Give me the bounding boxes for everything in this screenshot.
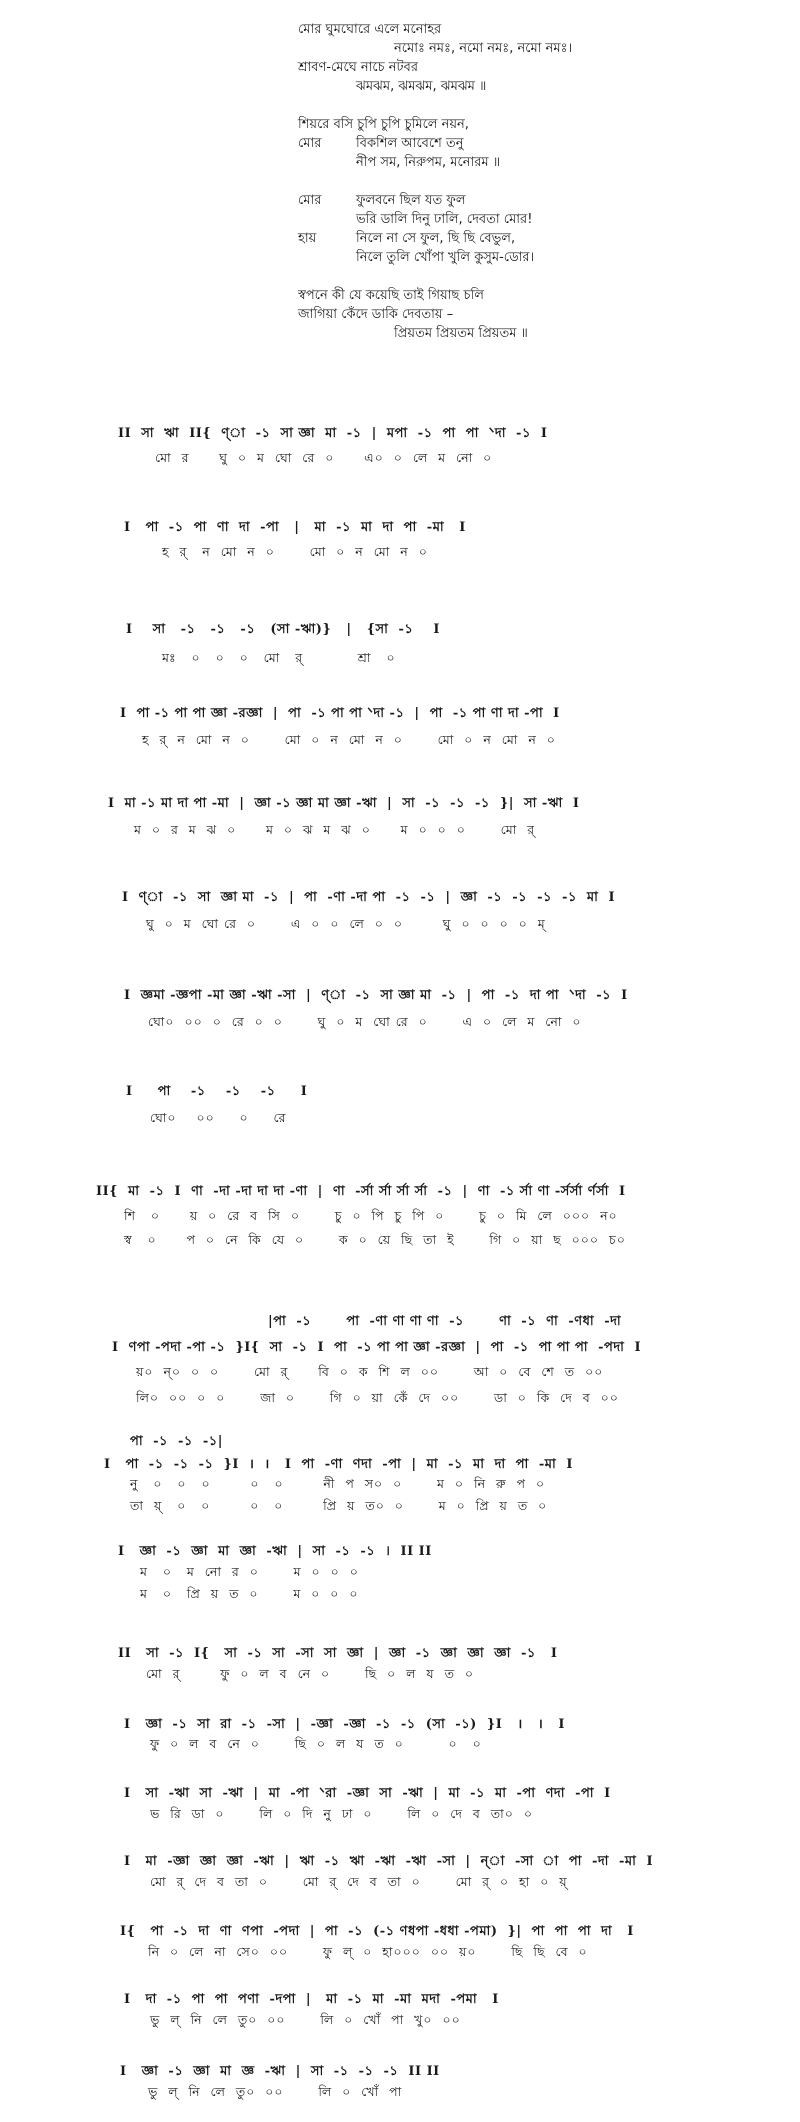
lyric-line-text: নীপ সম, নিরুপম, মনোরম ॥ — [356, 155, 501, 170]
swara-row: I জ্ঞা -১ জ্ঞা মা জ্ঞা -ঋা | সা -১ -১ । II II — [118, 1544, 432, 1559]
lyric-line-lead: মোর — [298, 193, 322, 208]
swara-row: I সা -ঋা সা -ঋা | মা -পা ᐠরা -জ্ঞা সা -ঋা | মা -১ মা -পা ণদা -পা I — [124, 1786, 611, 1801]
lyric-line — [298, 134, 718, 153]
lyric-line — [298, 115, 718, 134]
lyric-line-text: জাগিয়া কেঁদে ডাকি দেবতায় – — [298, 307, 454, 322]
lyric-row: ম ০ র ম ঝ ০ ম ০ ঝ ম ঝ ০ ম ০ ০ ০ মো র্ — [134, 822, 536, 837]
lyric-row: য়০ ন্০ ০ ০ মো র্ বি ০ ক শি ল ০০ আ ০ বে শে ত ০০ — [136, 1364, 604, 1379]
lyric-line-text: শিয়রে বসি চুপি চুপি চুমিলে নয়ন, — [298, 117, 469, 132]
lyric-line — [298, 324, 718, 343]
swara-row: I জ্ঞা -১ সা রা -১ -সা | -জ্ঞা -জ্ঞা -১ -১ (সা -১) }I । । I — [124, 1717, 565, 1732]
lyric-row: ভু ল্ নি লে তু০ ০০ লি ০ খোঁ পা — [148, 2084, 403, 2099]
lyric-row: ম ০ প্রি য় ত ০ ম ০ ০ ০ — [140, 1586, 359, 1601]
lyric-line-text: ফুলবনে ছিল যত ফুল — [356, 193, 466, 208]
lyric-row: স্ব ০ প ০ নে কি যে ০ ক ০ য়ে ছি তা ই গি ০ য়া ছ ০০০ চ০ — [124, 1232, 626, 1247]
lyric-row: ম ০ ম নো র ০ ম ০ ০ ০ — [140, 1564, 359, 1579]
lyric-stanza — [298, 20, 718, 96]
lyric-line — [298, 58, 718, 77]
lyric-row: মো র্ ফু ০ ল ব নে ০ ছি ০ ল য ত ০ — [146, 1666, 475, 1681]
lyric-line — [298, 20, 718, 39]
lyrics-block — [298, 20, 718, 362]
lyric-line-text: শ্রাবণ-মেঘে নাচে নটবর — [298, 60, 419, 75]
swara-row: I ণপা -পদা -পা -১ }I{ সা -১ I পা -১ পা পা জ্ঞা -রজ্ঞা | পা -১ পা পা পা -পদা I — [112, 1340, 642, 1355]
lyric-line — [298, 305, 718, 324]
swara-row: I জ্ঞা -১ জ্ঞা মা জ্ঞ -ঋা | সা -১ -১ -১ II II — [120, 2064, 440, 2079]
lyric-row: লি০ ০০ ০ ০ জা ০ গি ০ য়া কেঁ দে ০০ ডা ০ কি দে ব ০০ — [136, 1390, 619, 1405]
lyric-row: নি ০ লে না সে০ ০০ ফু ল্ ০ হা০০০ ০০ য়০ ছি ছি বে ০ — [148, 1944, 588, 1959]
lyric-line-text: নিলে তুলি খোঁপা খুলি কুসুম-ডোর। — [356, 250, 535, 265]
swara-row: II সা -১ I{ সা -১ সা -সা সা জ্ঞা | জ্ঞা -১ জ্ঞা জ্ঞা জ্ঞা -১ I — [118, 1646, 558, 1661]
lyric-row: তা য়্ ০ ০ ০ ০ প্রি য় ত০ ০ ম ০ প্রি য় ত ০ — [130, 1498, 548, 1513]
swara-row: I দা -১ পা পা পণা -দপা | মা -১ মা -মা মদা -পমা I — [124, 1992, 499, 2007]
swara-row: I পা -১ -১ -১ }I । । I পা -ণা ণদা -পা | মা -১ মা দা পা -মা I — [104, 1457, 573, 1472]
lyric-stanza — [298, 115, 718, 172]
lyric-line — [298, 210, 718, 229]
swara-row: I মা -১ মা দা পা -মা | জ্ঞা -১ জ্ঞা মা জ্ঞা -ঋা | সা -১ -১ -১ }| সা -ঋা I — [108, 796, 580, 811]
swara-row: I পা -১ -১ -১ I — [126, 1084, 308, 1099]
swara-row: পা -১ -১ -১| — [130, 1434, 223, 1449]
lyric-line — [298, 248, 718, 267]
swara-row: II সা ঋা II{ ণ্া -১ সা জ্ঞা মা -১ | মপা -১ পা পা ᐠদা -১ I — [118, 426, 548, 441]
lyric-line-text: ভরি ডালি দিনু ঢালি, দেবতা মোর! — [356, 212, 533, 227]
lyric-row: হ র্ ন মো ন ০ মো ০ ন মো ন ০ মো ০ ন মো ন ০ — [142, 732, 556, 747]
lyric-line — [298, 77, 718, 96]
lyric-line — [298, 39, 718, 58]
lyric-line-text: বিকশিল আবেশে তনু — [356, 136, 464, 151]
lyric-line — [298, 153, 718, 172]
lyric-row: মো র্ দে ব তা ০ মো র্ দে ব তা ০ মো র্ ০ হা ০ য়্ — [150, 1874, 568, 1889]
lyric-row: ঘো০ ০০ ০ রে ০ ০ ঘু ০ ম ঘো রে ০ এ ০ লে ম নো ০ — [148, 1014, 582, 1029]
lyric-line-text: স্বপনে কী যে কয়েছি তাই গিয়াছ চলি — [298, 288, 484, 303]
lyric-line — [298, 229, 718, 248]
lyric-row: মো র ঘু ০ ম ঘো রে ০ এ০ ০ লে ম নো ০ — [155, 450, 493, 465]
lyric-line-text: ঝমঝম, ঝমঝম, ঝমঝম ॥ — [356, 79, 487, 94]
swara-row: I ণ্া -১ সা জ্ঞা মা -১ | পা -ণা -দা পা -১ -১ | জ্ঞা -১ -১ -১ -১ মা I — [122, 890, 616, 905]
lyric-line-lead: হায় — [298, 231, 317, 246]
lyric-row: হ র্ ন মো ন ০ মো ০ ন মো ন ০ — [162, 544, 428, 559]
lyric-row: মঃ ০ ০ ০ মো র্ শ্রা ০ — [162, 650, 396, 665]
swara-row: I জ্ঞমা -জ্ঞপা -মা জ্ঞা -ঋা -সা | ণ্া -১ সা জ্ঞা মা -১ | পা -১ দা পা ᐠদা -১ I — [124, 988, 628, 1003]
lyric-line-lead: মোর — [298, 136, 322, 151]
lyric-row: ঘু ০ ম ঘো রে ০ এ ০ ০ লে ০ ০ ঘু ০ ০ ০ ০ ম্ — [146, 916, 546, 931]
lyric-row: শি ০ য় ০ রে ব সি ০ চু ০ পি চু পি ০ চু ০ মি লে ০০০ ন০ — [124, 1208, 618, 1223]
lyric-row: ভ রি ডা ০ লি ০ দি নু ঢা ০ লি ০ দে ব তা০ ০ — [150, 1806, 533, 1821]
swara-row: II{ মা -১ I ণা -দা -দা দা দা -ণা | ণা -র্সা র্সা র্সা র্সা -১ | ণা -১ র্সা ণা -র্সর্সা র্ণর্সা I — [96, 1184, 626, 1199]
lyric-line — [298, 191, 718, 210]
lyric-row: নু ০ ০ ০ ০ ০ নী প স০ ০ ম ০ নি রু প ০ — [130, 1476, 546, 1491]
lyric-row: ঘো০ ০০ ০ রে — [150, 1110, 287, 1125]
lyric-line-text: মোর ঘুমঘোরে এলে মনোহর — [298, 22, 442, 37]
swara-row: I পা -১ পা পা জ্ঞা -রজ্ঞা | পা -১ পা পা ᐠদা -১ | পা -১ পা ণা দা -পা I — [120, 706, 560, 721]
lyric-stanza — [298, 286, 718, 343]
lyric-line-text: নমোঃ নমঃ, নমো নমঃ, নমো নমঃ। — [394, 41, 573, 56]
lyric-line-text: নিলে না সে ফুল, ছি ছি বেভুল, — [356, 231, 516, 246]
lyric-stanza — [298, 191, 718, 267]
swara-row: |পা -১ পা -ণা ণা ণা ণা -১ ণা -১ ণা -ণধা -দা — [268, 1314, 622, 1329]
lyric-line — [298, 286, 718, 305]
swara-row: I{ পা -১ দা ণা ণপা -পদা | পা -১ (-১ ণধপা -ধধা -পমা) }| পা পা পা দা I — [120, 1924, 634, 1939]
swara-row: I পা -১ পা ণা দা -পা | মা -১ মা দা পা -মা I — [124, 520, 466, 535]
lyric-line-text: প্রিয়তম প্রিয়তম প্রিয়তম ॥ — [394, 326, 528, 341]
swara-row: I সা -১ -১ -১ (সা -ঋা)} | {সা -১ I — [126, 622, 440, 637]
swara-row: I মা -জ্ঞা জ্ঞা জ্ঞা -ঋা | ঋা -১ ঋা -ঋা -ঋা -সা | ন্া -সা া পা -দা -মা I — [124, 1854, 654, 1869]
lyric-row: ভু ল্ নি লে তু০ ০০ লি ০ খোঁ পা খু০ ০০ — [150, 2012, 461, 2027]
lyric-row: ফু ০ ল ব নে ০ ছি ০ ল য ত ০ ০ ০ — [150, 1736, 482, 1751]
